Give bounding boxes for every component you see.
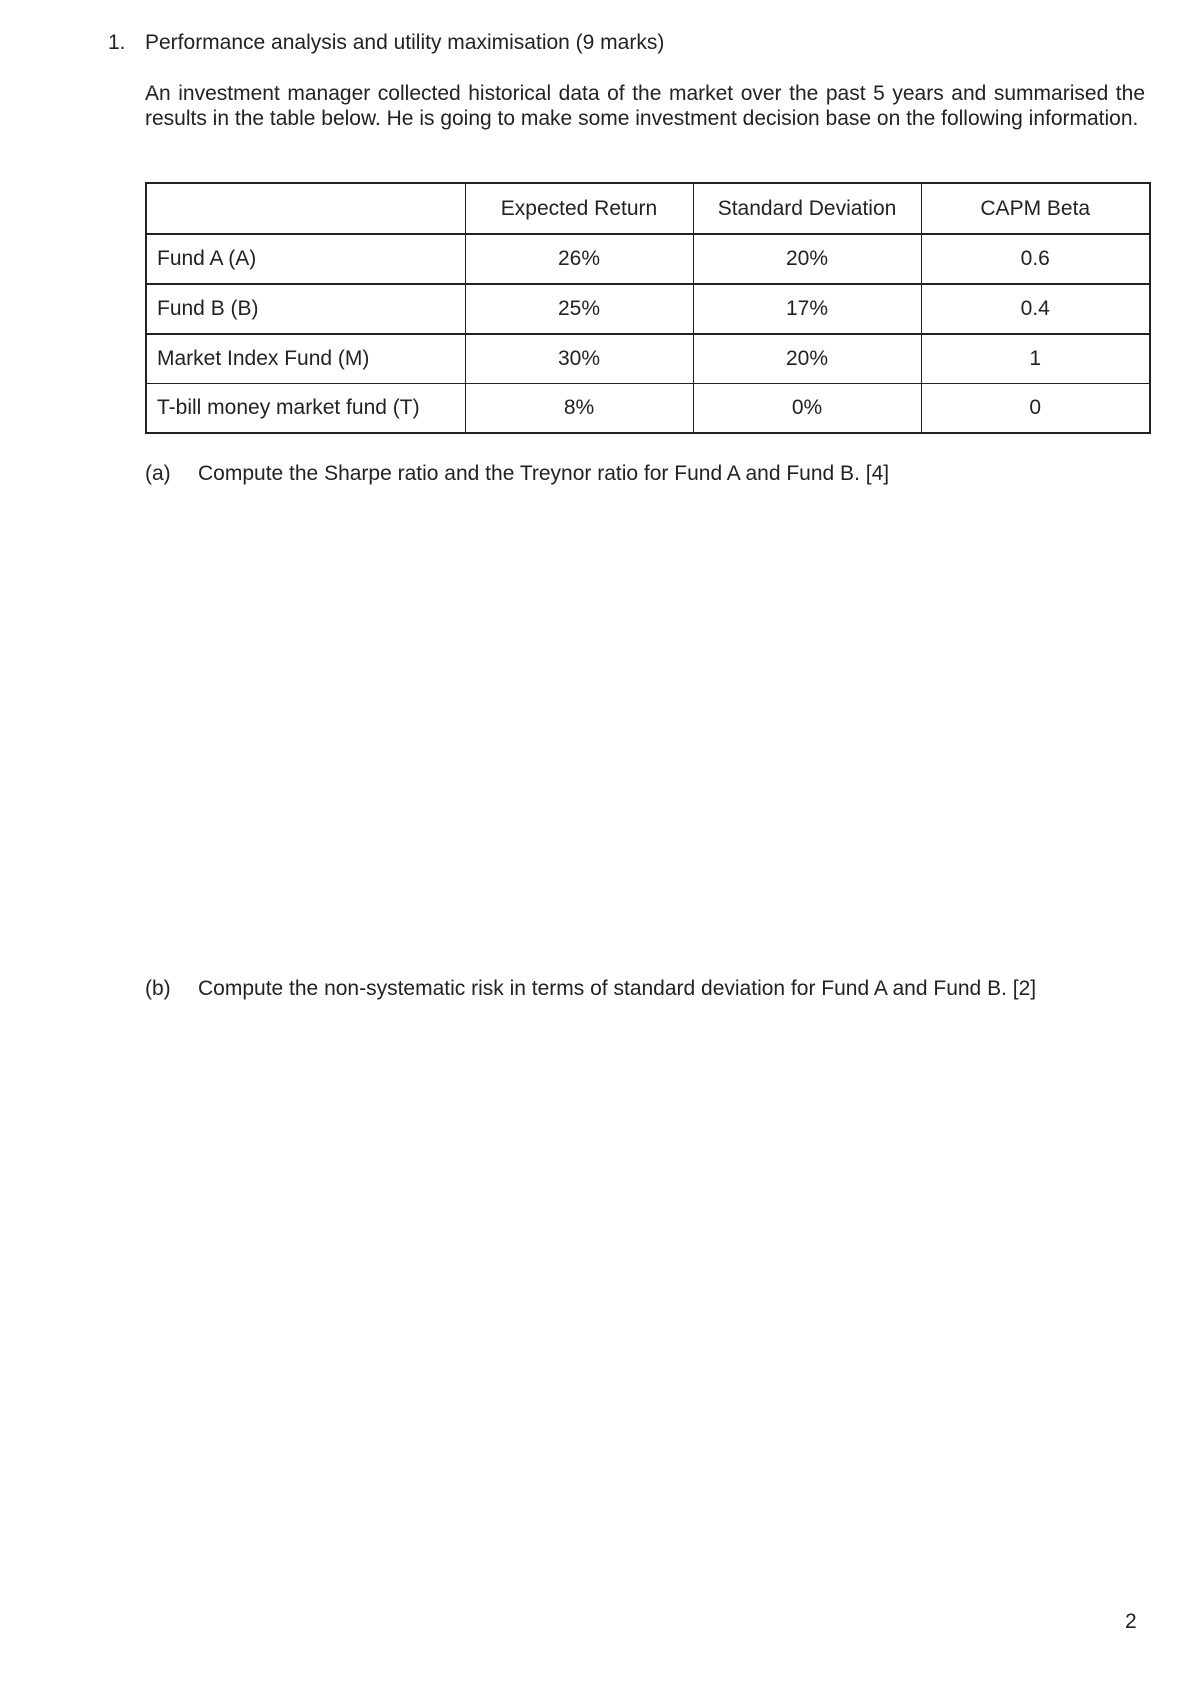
table-row: [146, 284, 1150, 334]
cell-expected-return: 25%: [465, 284, 693, 334]
header-cell-expected-return: Expected Return: [465, 183, 693, 234]
header-cell-standard-deviation: Standard Deviation: [693, 183, 921, 234]
cell-expected-return: 8%: [465, 384, 693, 434]
part-b-text: Compute the non-systematic risk in terms of standard deviation for Fund A and Fund B. [2]: [198, 977, 1037, 1000]
row-label: Fund B (B): [146, 284, 465, 334]
cell-capm-beta: 0.6: [921, 234, 1150, 284]
part-a-text: Compute the Sharpe ratio and the Treynor ratio for Fund A and Fund B. [4]: [198, 462, 890, 485]
question-title: Performance analysis and utility maximisation (9 marks): [145, 31, 665, 54]
part-a-question: [145, 461, 889, 487]
row-label: Fund A (A): [146, 234, 465, 284]
table-row: [146, 334, 1150, 384]
question-intro: An investment manager collected historical data of the market over the past 5 years and summarised the results in the table below. He is going to make some investment decision base on the following information.: [145, 82, 1145, 130]
cell-standard-deviation: 17%: [693, 284, 921, 334]
row-label: T-bill money market fund (T): [146, 384, 465, 434]
header-cell-empty: [146, 183, 465, 234]
cell-expected-return: 30%: [465, 334, 693, 384]
cell-standard-deviation: 20%: [693, 334, 921, 384]
cell-capm-beta: 0.4: [921, 284, 1150, 334]
row-label: Market Index Fund (M): [146, 334, 465, 384]
table-header-row: [146, 183, 1150, 234]
fund-data-table: [145, 182, 1151, 434]
table-row: [146, 384, 1150, 434]
cell-expected-return: 26%: [465, 234, 693, 284]
table-row: [146, 234, 1150, 284]
part-b-question: [145, 976, 1036, 1002]
cell-standard-deviation: 0%: [693, 384, 921, 434]
cell-standard-deviation: 20%: [693, 234, 921, 284]
page-number: 2: [1125, 1610, 1137, 1633]
part-b-label: (b): [145, 977, 171, 1000]
part-a-label: (a): [145, 462, 171, 485]
header-cell-capm-beta: CAPM Beta: [921, 183, 1150, 234]
cell-capm-beta: 1: [921, 334, 1150, 384]
cell-capm-beta: 0: [921, 384, 1150, 434]
question-number: 1.: [108, 31, 126, 54]
